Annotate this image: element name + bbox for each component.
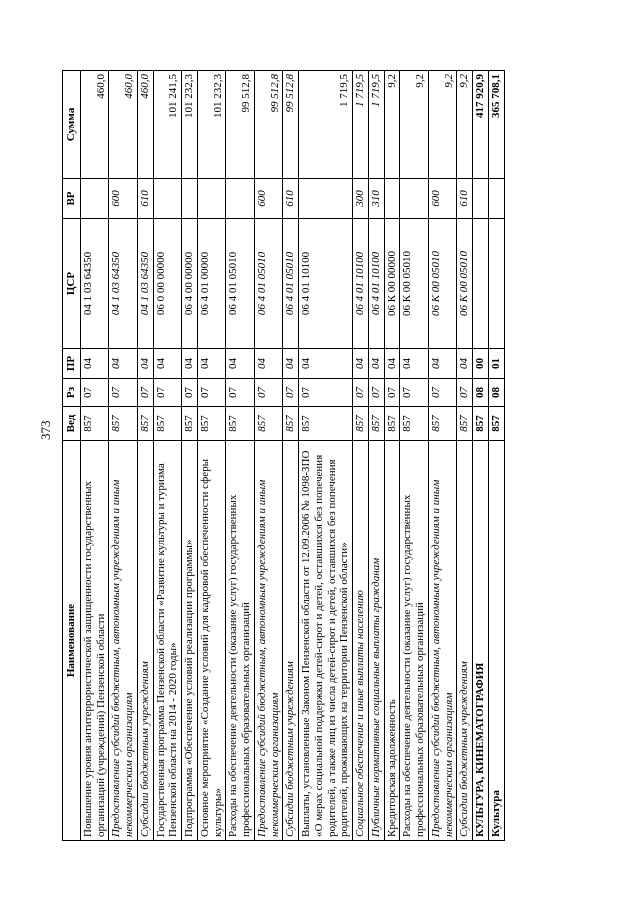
cell-csr: 06 4 01 05010 <box>254 219 283 349</box>
cell-rz: 07 <box>254 379 283 407</box>
cell-ved: 857 <box>299 407 353 441</box>
header-name: Наименование <box>63 441 81 841</box>
cell-name: Повышение уровня антитеррористической защищенности государственных организаций (учреждений) Пензенской области <box>80 441 109 841</box>
cell-ved: 857 <box>353 407 369 441</box>
cell-sum: 9,2 <box>384 71 400 179</box>
cell-name: Выплаты, установленные Законом Пензенской области от 12.09.2006 № 1098-ЗПО «О мерах социальной поддержки детей-сирот и детей, оставшихся без попечения родителей, а также лиц из числа детей-сирот и детей, оставшихся без попечения родителей, проживающих на территории Пензенской области» <box>299 441 353 841</box>
cell-vr <box>197 179 226 219</box>
cell-pr: 04 <box>368 349 384 379</box>
cell-vr <box>182 179 198 219</box>
cell-rz: 07 <box>182 379 198 407</box>
cell-csr: 06 4 01 00000 <box>197 219 226 349</box>
table-body <box>80 71 504 841</box>
cell-csr: 06 К 00 00000 <box>384 219 400 349</box>
table-row <box>254 71 283 841</box>
cell-vr: 600 <box>254 179 283 219</box>
cell-ved: 857 <box>153 407 182 441</box>
table-row <box>428 71 457 841</box>
cell-csr: 06 К 00 05010 <box>457 219 473 349</box>
cell-name: КУЛЬТУРА, КИНЕМАТОГРАФИЯ <box>473 441 489 841</box>
cell-sum: 460,0 <box>80 71 109 179</box>
cell-csr: 06 0 00 00000 <box>153 219 182 349</box>
cell-ved: 857 <box>488 407 504 441</box>
cell-pr: 04 <box>153 349 182 379</box>
table-row <box>400 71 429 841</box>
cell-csr: 06 4 01 10100 <box>368 219 384 349</box>
cell-csr: 06 4 01 05010 <box>226 219 255 349</box>
cell-sum: 1 719,5 <box>299 71 353 179</box>
table-row <box>226 71 255 841</box>
cell-pr: 04 <box>197 349 226 379</box>
table-row <box>153 71 182 841</box>
cell-vr: 600 <box>109 179 138 219</box>
page-number: 373 <box>38 420 53 440</box>
cell-sum: 99 512,8 <box>254 71 283 179</box>
cell-pr: 00 <box>473 349 489 379</box>
cell-csr: 06 К 00 05010 <box>428 219 457 349</box>
cell-vr <box>80 179 109 219</box>
cell-sum: 99 512,8 <box>226 71 255 179</box>
table-row <box>384 71 400 841</box>
cell-pr: 04 <box>457 349 473 379</box>
cell-vr: 610 <box>137 179 153 219</box>
cell-rz: 08 <box>488 379 504 407</box>
cell-csr: 06 К 00 05010 <box>400 219 429 349</box>
cell-rz: 07 <box>457 379 473 407</box>
cell-sum: 1 719,5 <box>353 71 369 179</box>
table-row <box>473 71 489 841</box>
cell-pr: 04 <box>400 349 429 379</box>
cell-csr: 04 1 03 64350 <box>137 219 153 349</box>
cell-vr <box>384 179 400 219</box>
cell-ved: 857 <box>197 407 226 441</box>
cell-rz: 07 <box>80 379 109 407</box>
table-row <box>197 71 226 841</box>
cell-vr: 610 <box>457 179 473 219</box>
cell-ved: 857 <box>226 407 255 441</box>
cell-sum: 9,2 <box>400 71 429 179</box>
cell-pr: 04 <box>182 349 198 379</box>
header-ved: Вед <box>63 407 81 441</box>
cell-name: Культура <box>488 441 504 841</box>
cell-name: Субсидии бюджетным учреждениям <box>457 441 473 841</box>
cell-vr: 600 <box>428 179 457 219</box>
cell-rz: 07 <box>153 379 182 407</box>
header-sum: Сумма <box>63 71 81 179</box>
cell-name: Расходы на обеспечение деятельности (оказание услуг) государственных профессиональных образовательных организаций <box>400 441 429 841</box>
cell-rz: 07 <box>384 379 400 407</box>
cell-ved: 857 <box>109 407 138 441</box>
cell-sum: 460,0 <box>109 71 138 179</box>
cell-vr <box>473 179 489 219</box>
cell-ved: 857 <box>457 407 473 441</box>
cell-pr: 04 <box>428 349 457 379</box>
cell-csr: 04 1 03 64350 <box>80 219 109 349</box>
budget-table-container <box>62 71 552 841</box>
cell-ved: 857 <box>254 407 283 441</box>
cell-ved: 857 <box>80 407 109 441</box>
cell-ved: 857 <box>137 407 153 441</box>
cell-name: Публичные нормативные социальные выплаты гражданам <box>368 441 384 841</box>
table-row <box>109 71 138 841</box>
cell-pr: 04 <box>109 349 138 379</box>
cell-name: Подпрограмма «Обеспечение условий реализации программы» <box>182 441 198 841</box>
cell-csr: 06 4 00 00000 <box>182 219 198 349</box>
cell-vr <box>153 179 182 219</box>
cell-pr: 04 <box>80 349 109 379</box>
cell-ved: 857 <box>400 407 429 441</box>
header-vr: ВР <box>63 179 81 219</box>
table-row <box>353 71 369 841</box>
cell-sum: 99 512,8 <box>283 71 299 179</box>
table-row <box>457 71 473 841</box>
budget-table <box>62 70 505 841</box>
table-row <box>80 71 109 841</box>
cell-vr <box>488 179 504 219</box>
table-row <box>368 71 384 841</box>
cell-sum: 9,2 <box>428 71 457 179</box>
cell-vr: 610 <box>283 179 299 219</box>
cell-rz: 08 <box>473 379 489 407</box>
cell-ved: 857 <box>473 407 489 441</box>
cell-ved: 857 <box>384 407 400 441</box>
cell-csr: 04 1 03 64350 <box>109 219 138 349</box>
cell-csr <box>473 219 489 349</box>
cell-name: Предоставление субсидий бюджетным, автономным учреждениям и иным некоммерческим организациям <box>428 441 457 841</box>
cell-pr: 04 <box>353 349 369 379</box>
header-pr: ПР <box>63 349 81 379</box>
cell-name: Субсидии бюджетным учреждениям <box>137 441 153 841</box>
cell-pr: 04 <box>226 349 255 379</box>
cell-name: Предоставление субсидий бюджетным, автономным учреждениям и иным некоммерческим организациям <box>254 441 283 841</box>
cell-csr: 06 4 01 05010 <box>283 219 299 349</box>
cell-sum: 365 708,1 <box>488 71 504 179</box>
cell-name: Кредиторская задолженность <box>384 441 400 841</box>
cell-sum: 460,0 <box>137 71 153 179</box>
cell-ved: 857 <box>368 407 384 441</box>
cell-name: Расходы на обеспечение деятельности (оказание услуг) государственных профессиональных образовательных организаций <box>226 441 255 841</box>
cell-rz: 07 <box>283 379 299 407</box>
table-row <box>182 71 198 841</box>
cell-name: Социальное обеспечение и иные выплаты населению <box>353 441 369 841</box>
cell-pr: 04 <box>254 349 283 379</box>
cell-vr: 310 <box>368 179 384 219</box>
cell-ved: 857 <box>428 407 457 441</box>
cell-pr: 01 <box>488 349 504 379</box>
cell-pr: 04 <box>299 349 353 379</box>
cell-pr: 04 <box>137 349 153 379</box>
header-csr: ЦСР <box>63 219 81 349</box>
table-header-row <box>63 71 81 841</box>
cell-rz: 07 <box>368 379 384 407</box>
cell-rz: 07 <box>299 379 353 407</box>
header-rz: Рз <box>63 379 81 407</box>
cell-ved: 857 <box>283 407 299 441</box>
cell-csr <box>488 219 504 349</box>
cell-vr: 300 <box>353 179 369 219</box>
cell-rz: 07 <box>226 379 255 407</box>
cell-rz: 07 <box>353 379 369 407</box>
cell-sum: 101 241,5 <box>153 71 182 179</box>
cell-rz: 07 <box>197 379 226 407</box>
cell-pr: 04 <box>384 349 400 379</box>
cell-rz: 07 <box>137 379 153 407</box>
cell-vr <box>400 179 429 219</box>
cell-sum: 1 719,5 <box>368 71 384 179</box>
cell-sum: 9,2 <box>457 71 473 179</box>
cell-name: Предоставление субсидий бюджетным, автономным учреждениям и иным некоммерческим организациям <box>109 441 138 841</box>
table-row <box>283 71 299 841</box>
cell-name: Субсидии бюджетным учреждениям <box>283 441 299 841</box>
table-row <box>137 71 153 841</box>
table-row <box>299 71 353 841</box>
cell-name: Государственная программа Пензенской области «Развитие культуры и туризма Пензенской области на 2014 - 2020 годы» <box>153 441 182 841</box>
cell-vr <box>226 179 255 219</box>
cell-rz: 07 <box>109 379 138 407</box>
cell-name: Основное мероприятие «Создание условий для кадровой обеспеченности сферы культуры» <box>197 441 226 841</box>
cell-pr: 04 <box>283 349 299 379</box>
table-row <box>488 71 504 841</box>
cell-sum: 417 920,9 <box>473 71 489 179</box>
cell-csr: 06 4 01 10100 <box>299 219 353 349</box>
cell-vr <box>299 179 353 219</box>
cell-rz: 07 <box>400 379 429 407</box>
cell-ved: 857 <box>182 407 198 441</box>
cell-sum: 101 232,3 <box>182 71 198 179</box>
cell-sum: 101 232,3 <box>197 71 226 179</box>
cell-rz: 07 <box>428 379 457 407</box>
cell-csr: 06 4 01 10100 <box>353 219 369 349</box>
